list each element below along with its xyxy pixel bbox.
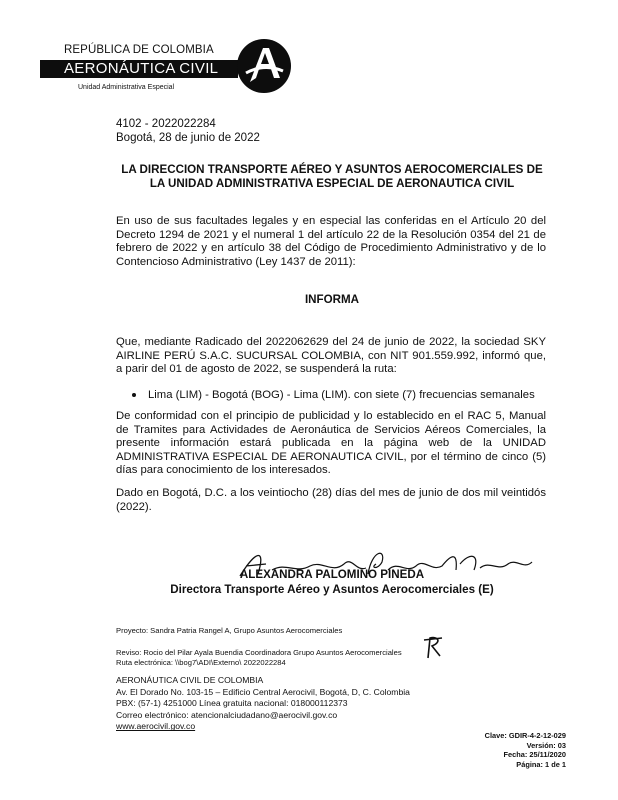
footer-website-link[interactable]: www.aerocivil.gov.co — [116, 721, 196, 732]
reviewer-initial-mark — [422, 634, 446, 660]
preamble-paragraph: En uso de sus facultades legales y en especial las conferidas en el Artículo 20 del Decreto 1294 de 2021 y el numeral 1 del artículo 22 de la Resolución 0354 del 21 de febrero de 2022 y en artículo 38 del Código de Procedimiento Administrativo y de lo Contencioso Administrativo (Ley 1437 de 2011): — [116, 215, 546, 268]
header-unit: Unidad Administrativa Especial — [78, 84, 175, 91]
footer-entity: AERONÁUTICA CIVIL DE COLOMBIA — [116, 675, 264, 685]
signer-title: Directora Transporte Aéreo y Asuntos Aerocomerciales (E) — [170, 583, 494, 596]
proyecto-line: Proyecto: Sandra Patria Rangel A, Grupo Asuntos Aerocomerciales — [116, 626, 343, 635]
notice-paragraph: Que, mediante Radicado del 2022062629 del 24 de junio de 2022, la sociedad SKY AIRLINE PERÚ S.A.C. SUCURSAL COLOMBIA, con NIT 901.559.992, informó que, a parir del 01 de agosto de 2022, se suspenderá la ruta: — [116, 336, 546, 376]
closing-paragraph: Dado en Bogotá, D.C. a los veintiocho (28) días del mes de junio de dos mil veintidós (2022). — [116, 487, 546, 513]
footer-email: Correo electrónico: atencionalciudadano@aerocivil.gov.co — [116, 709, 338, 720]
header-entity-band — [40, 60, 238, 78]
route-bullet — [132, 389, 535, 401]
section-heading: INFORMA — [304, 293, 360, 306]
meta-fecha: Fecha: 25/11/2020 — [503, 750, 566, 760]
reference-number: 4102 - 2022022284 — [116, 118, 216, 130]
publicity-paragraph: De conformidad con el principio de publicidad y lo establecido en el RAC 5, Manual de Tramites para Actividades de Aeronáutica de Servicios Aéreos Comerciales, la presente información estará publicada en la página web de la UNIDAD ADMINISTRATIVA ESPECIAL DE AERONAUTICA CIVIL, por el término de cinco (5) días para conocimiento de los interesados. — [116, 410, 546, 477]
meta-pagina: Página: 1 de 1 — [516, 759, 566, 769]
footer-phone: PBX: (57-1) 4251000 Línea gratuita nacional: 018000112373 — [116, 698, 348, 709]
aerocivil-a-logo-icon — [236, 38, 292, 94]
document-control — [485, 731, 566, 769]
document-reference — [116, 117, 260, 145]
meta-clave: Clave: GDIR-4-2-12-029 — [484, 731, 566, 740]
route-text: Lima (LIM) - Bogotá (BOG) - Lima (LIM). con siete (7) frecuencias semanales — [148, 389, 535, 401]
footer-address: Av. El Dorado No. 103-15 – Edificio Central Aerocivil, Bogotá, D, C. Colombia — [116, 686, 410, 697]
title-line: LA DIRECCION TRANSPORTE AÉREO Y ASUNTOS AEROCOMERCIALES DE — [121, 163, 543, 176]
revision-block — [116, 648, 402, 668]
bullet-icon — [132, 393, 136, 397]
header-entity: AERONÁUTICA CIVIL — [64, 60, 219, 77]
ruta-line: Ruta electrónica: \\bog7\ADI\Externo\ 2022022284 — [116, 658, 286, 667]
footer-contact — [116, 675, 410, 733]
document-title — [116, 163, 548, 191]
meta-version: Versión: 03 — [526, 740, 566, 750]
place-date: Bogotá, 28 de junio de 2022 — [116, 132, 260, 144]
signer-name: ALEXANDRA PALOMINO PINEDA — [239, 568, 425, 581]
reviso-line: Reviso: Rocio del Pilar Ayala Buendia Coordinadora Grupo Asuntos Aerocomerciales — [116, 648, 402, 657]
title-line: LA UNIDAD ADMINISTRATIVA ESPECIAL DE AERONAUTICA CIVIL — [149, 177, 515, 190]
header-republic: REPÚBLICA DE COLOMBIA — [64, 44, 214, 56]
